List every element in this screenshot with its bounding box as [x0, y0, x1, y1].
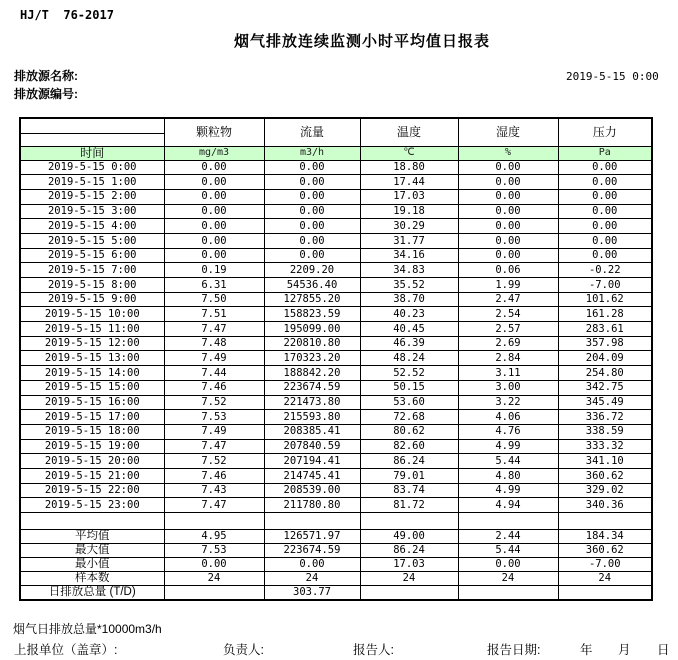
year-label: 年	[580, 643, 593, 657]
value-cell: 208385.41	[264, 424, 360, 439]
value-cell: 7.52	[164, 454, 264, 469]
value-cell: 188842.20	[264, 366, 360, 381]
value-cell: 0.06	[458, 263, 558, 278]
summary-value-cell: 360.62	[558, 544, 652, 558]
value-cell: 221473.80	[264, 395, 360, 410]
value-cell: 357.98	[558, 336, 652, 351]
summary-value-cell: 0.00	[458, 558, 558, 572]
unit-cell-temperature: ℃	[360, 146, 458, 160]
table-row	[20, 468, 652, 483]
value-cell: 2.47	[458, 292, 558, 307]
footer-note: 烟气日排放总量*10000m3/h	[13, 622, 162, 636]
value-cell: 207840.59	[264, 439, 360, 454]
value-cell: 7.47	[164, 322, 264, 337]
time-cell: 2019-5-15 0:00	[20, 160, 164, 175]
value-cell: 7.50	[164, 292, 264, 307]
value-cell: 0.00	[264, 204, 360, 219]
table-row	[20, 439, 652, 454]
value-cell: 0.00	[264, 160, 360, 175]
spacer-row	[20, 513, 652, 530]
value-cell: 54536.40	[264, 278, 360, 293]
value-cell: 7.49	[164, 351, 264, 366]
doc-code: HJ/T 76-2017	[20, 8, 114, 22]
summary-value-cell: 4.95	[164, 530, 264, 544]
value-cell: 101.62	[558, 292, 652, 307]
summary-value-cell: 49.00	[360, 530, 458, 544]
time-cell: 2019-5-15 22:00	[20, 483, 164, 498]
value-cell: 0.00	[164, 233, 264, 248]
table-row	[20, 380, 652, 395]
table-row	[20, 351, 652, 366]
value-cell: 342.75	[558, 380, 652, 395]
value-cell: 5.44	[458, 454, 558, 469]
table-row	[20, 278, 652, 293]
value-cell: 4.99	[458, 483, 558, 498]
summary-row	[20, 572, 652, 586]
summary-row	[20, 530, 652, 544]
time-cell: 2019-5-15 15:00	[20, 380, 164, 395]
value-cell: 4.76	[458, 424, 558, 439]
summary-value-cell: 24	[264, 572, 360, 586]
empty-cell	[20, 513, 164, 530]
value-cell: 1.99	[458, 278, 558, 293]
time-cell: 2019-5-15 4:00	[20, 219, 164, 234]
value-cell: 4.99	[458, 439, 558, 454]
value-cell: 0.00	[558, 189, 652, 204]
value-cell: 207194.41	[264, 454, 360, 469]
table-row	[20, 454, 652, 469]
report-datetime: 2019-5-15 0:00	[566, 70, 659, 83]
value-cell: 19.18	[360, 204, 458, 219]
month-label: 月	[618, 643, 631, 657]
column-header-humidity: 湿度	[458, 118, 558, 146]
time-cell: 2019-5-15 17:00	[20, 410, 164, 425]
value-cell: 0.00	[164, 248, 264, 263]
time-header-cell: 时间	[20, 146, 164, 160]
hourly-rows	[20, 160, 652, 513]
table-row	[20, 292, 652, 307]
column-header-particulate: 颗粒物	[164, 118, 264, 146]
value-cell: 40.45	[360, 322, 458, 337]
value-cell: 223674.59	[264, 380, 360, 395]
table-row	[20, 160, 652, 175]
value-cell: 0.00	[458, 233, 558, 248]
value-cell: 360.62	[558, 468, 652, 483]
value-cell: 2.84	[458, 351, 558, 366]
value-cell: 2.69	[458, 336, 558, 351]
table-row	[20, 366, 652, 381]
table-row	[20, 322, 652, 337]
value-cell: 0.00	[164, 219, 264, 234]
value-cell: 7.47	[164, 439, 264, 454]
value-cell: 0.00	[458, 204, 558, 219]
value-cell: 2209.20	[264, 263, 360, 278]
value-cell: 80.62	[360, 424, 458, 439]
summary-label-cell: 日排放总量 (T/D)	[20, 586, 164, 600]
table-row	[20, 248, 652, 263]
time-cell: 2019-5-15 14:00	[20, 366, 164, 381]
empty-cell	[558, 513, 652, 530]
value-cell: 7.47	[164, 498, 264, 513]
value-cell: 17.44	[360, 175, 458, 190]
value-cell: 0.00	[558, 175, 652, 190]
value-cell: 7.51	[164, 307, 264, 322]
value-cell: 7.48	[164, 336, 264, 351]
value-cell: 336.72	[558, 410, 652, 425]
value-cell: 195099.00	[264, 322, 360, 337]
value-cell: 254.80	[558, 366, 652, 381]
value-cell: 3.22	[458, 395, 558, 410]
value-cell: 0.00	[264, 219, 360, 234]
time-cell: 2019-5-15 16:00	[20, 395, 164, 410]
value-cell: 2.54	[458, 307, 558, 322]
value-cell: 3.11	[458, 366, 558, 381]
table-row	[20, 263, 652, 278]
value-cell: 18.80	[360, 160, 458, 175]
value-cell: 83.74	[360, 483, 458, 498]
summary-value-cell: 2.44	[458, 530, 558, 544]
value-cell: 0.00	[558, 248, 652, 263]
summary-value-cell: 0.00	[164, 558, 264, 572]
time-cell: 2019-5-15 11:00	[20, 322, 164, 337]
summary-value-cell: 184.34	[558, 530, 652, 544]
table-row	[20, 410, 652, 425]
time-cell: 2019-5-15 19:00	[20, 439, 164, 454]
value-cell: 35.52	[360, 278, 458, 293]
value-cell: 0.00	[164, 189, 264, 204]
value-cell: 158823.59	[264, 307, 360, 322]
summary-row	[20, 586, 652, 600]
time-cell: 2019-5-15 13:00	[20, 351, 164, 366]
time-cell: 2019-5-15 7:00	[20, 263, 164, 278]
signature-row	[0, 640, 678, 656]
summary-value-cell	[558, 586, 652, 600]
summary-value-cell	[458, 586, 558, 600]
unit-cell-pressure: Pa	[558, 146, 652, 160]
value-cell: -7.00	[558, 278, 652, 293]
summary-label-cell: 最大值	[20, 544, 164, 558]
empty-cell	[264, 513, 360, 530]
empty-cell	[360, 513, 458, 530]
table-row	[20, 336, 652, 351]
time-cell: 2019-5-15 18:00	[20, 424, 164, 439]
value-cell: 4.94	[458, 498, 558, 513]
value-cell: 0.00	[458, 175, 558, 190]
value-cell: 72.68	[360, 410, 458, 425]
value-cell: 170323.20	[264, 351, 360, 366]
value-cell: 345.49	[558, 395, 652, 410]
value-cell: 7.49	[164, 424, 264, 439]
value-cell: 7.43	[164, 483, 264, 498]
value-cell: 0.00	[558, 233, 652, 248]
value-cell: 34.16	[360, 248, 458, 263]
summary-label-cell: 样本数	[20, 572, 164, 586]
table-row	[20, 204, 652, 219]
value-cell: 53.60	[360, 395, 458, 410]
value-cell: 30.29	[360, 219, 458, 234]
value-cell: 50.15	[360, 380, 458, 395]
value-cell: 0.00	[164, 175, 264, 190]
table-row	[20, 307, 652, 322]
value-cell: 0.00	[458, 248, 558, 263]
value-cell: 2.57	[458, 322, 558, 337]
value-cell: 0.00	[558, 219, 652, 234]
summary-value-cell: 303.77	[264, 586, 360, 600]
value-cell: 211780.80	[264, 498, 360, 513]
table-row	[20, 219, 652, 234]
time-cell: 2019-5-15 9:00	[20, 292, 164, 307]
column-header-temperature: 温度	[360, 118, 458, 146]
time-cell: 2019-5-15 20:00	[20, 454, 164, 469]
summary-value-cell: 24	[558, 572, 652, 586]
value-cell: 81.72	[360, 498, 458, 513]
time-cell: 2019-5-15 10:00	[20, 307, 164, 322]
table-row	[20, 175, 652, 190]
value-cell: 7.53	[164, 410, 264, 425]
source-id-label: 排放源编号:	[14, 87, 78, 101]
report-date-label: 报告日期:	[487, 643, 541, 657]
unit-cell-flow: m3/h	[264, 146, 360, 160]
value-cell: 0.00	[164, 160, 264, 175]
summary-value-cell: 24	[360, 572, 458, 586]
time-cell: 2019-5-15 6:00	[20, 248, 164, 263]
value-cell: 341.10	[558, 454, 652, 469]
table-row	[20, 233, 652, 248]
value-cell: 215593.80	[264, 410, 360, 425]
header-row-top	[20, 118, 652, 133]
value-cell: 214745.41	[264, 468, 360, 483]
value-cell: -0.22	[558, 263, 652, 278]
report-unit-label: 上报单位（盖章）:	[14, 643, 118, 657]
value-cell: 4.06	[458, 410, 558, 425]
value-cell: 38.70	[360, 292, 458, 307]
time-split-top-cell	[20, 118, 164, 133]
table-row	[20, 189, 652, 204]
summary-value-cell: 24	[164, 572, 264, 586]
summary-value-cell: 223674.59	[264, 544, 360, 558]
summary-rows	[20, 513, 652, 600]
table-row	[20, 483, 652, 498]
table-row	[20, 498, 652, 513]
value-cell: 161.28	[558, 307, 652, 322]
unit-cell-particulate: mg/m3	[164, 146, 264, 160]
summary-value-cell: 17.03	[360, 558, 458, 572]
empty-cell	[458, 513, 558, 530]
reporter-label: 报告人:	[353, 643, 394, 657]
time-split-bottom-cell	[20, 133, 164, 146]
value-cell: 0.00	[264, 189, 360, 204]
summary-value-cell: 0.00	[264, 558, 360, 572]
value-cell: 329.02	[558, 483, 652, 498]
value-cell: 0.00	[458, 160, 558, 175]
value-cell: 0.00	[458, 189, 558, 204]
report-table	[19, 117, 653, 601]
value-cell: 52.52	[360, 366, 458, 381]
summary-value-cell: -7.00	[558, 558, 652, 572]
value-cell: 6.31	[164, 278, 264, 293]
summary-row	[20, 544, 652, 558]
column-header-pressure: 压力	[558, 118, 652, 146]
value-cell: 0.19	[164, 263, 264, 278]
time-cell: 2019-5-15 2:00	[20, 189, 164, 204]
value-cell: 86.24	[360, 454, 458, 469]
time-cell: 2019-5-15 3:00	[20, 204, 164, 219]
column-header-flow: 流量	[264, 118, 360, 146]
value-cell: 7.46	[164, 468, 264, 483]
value-cell: 40.23	[360, 307, 458, 322]
table-row	[20, 424, 652, 439]
value-cell: 338.59	[558, 424, 652, 439]
value-cell: 340.36	[558, 498, 652, 513]
summary-value-cell: 24	[458, 572, 558, 586]
value-cell: 208539.00	[264, 483, 360, 498]
value-cell: 283.61	[558, 322, 652, 337]
summary-value-cell	[164, 586, 264, 600]
value-cell: 0.00	[264, 248, 360, 263]
value-cell: 0.00	[458, 219, 558, 234]
value-cell: 0.00	[558, 204, 652, 219]
value-cell: 7.52	[164, 395, 264, 410]
value-cell: 17.03	[360, 189, 458, 204]
value-cell: 0.00	[558, 160, 652, 175]
summary-value-cell: 7.53	[164, 544, 264, 558]
value-cell: 0.00	[264, 233, 360, 248]
value-cell: 127855.20	[264, 292, 360, 307]
summary-label-cell: 平均值	[20, 530, 164, 544]
value-cell: 34.83	[360, 263, 458, 278]
value-cell: 46.39	[360, 336, 458, 351]
value-cell: 7.44	[164, 366, 264, 381]
table-row	[20, 395, 652, 410]
value-cell: 3.00	[458, 380, 558, 395]
value-cell: 4.80	[458, 468, 558, 483]
time-cell: 2019-5-15 12:00	[20, 336, 164, 351]
source-name-label: 排放源名称:	[14, 69, 78, 83]
summary-value-cell: 86.24	[360, 544, 458, 558]
time-cell: 2019-5-15 1:00	[20, 175, 164, 190]
value-cell: 48.24	[360, 351, 458, 366]
value-cell: 31.77	[360, 233, 458, 248]
summary-value-cell: 126571.97	[264, 530, 360, 544]
value-cell: 79.01	[360, 468, 458, 483]
unit-cell-humidity: %	[458, 146, 558, 160]
value-cell: 204.09	[558, 351, 652, 366]
responsible-label: 负责人:	[223, 643, 264, 657]
time-cell: 2019-5-15 8:00	[20, 278, 164, 293]
summary-row	[20, 558, 652, 572]
summary-label-cell: 最小值	[20, 558, 164, 572]
summary-value-cell: 5.44	[458, 544, 558, 558]
time-cell: 2019-5-15 5:00	[20, 233, 164, 248]
value-cell: 0.00	[164, 204, 264, 219]
empty-cell	[164, 513, 264, 530]
time-cell: 2019-5-15 21:00	[20, 468, 164, 483]
value-cell: 7.46	[164, 380, 264, 395]
value-cell: 0.00	[264, 175, 360, 190]
value-cell: 220810.80	[264, 336, 360, 351]
page-title: 烟气排放连续监测小时平均值日报表	[233, 33, 490, 50]
day-label: 日	[657, 643, 670, 657]
value-cell: 333.32	[558, 439, 652, 454]
value-cell: 82.60	[360, 439, 458, 454]
unit-row	[20, 146, 652, 160]
time-cell: 2019-5-15 23:00	[20, 498, 164, 513]
summary-value-cell	[360, 586, 458, 600]
